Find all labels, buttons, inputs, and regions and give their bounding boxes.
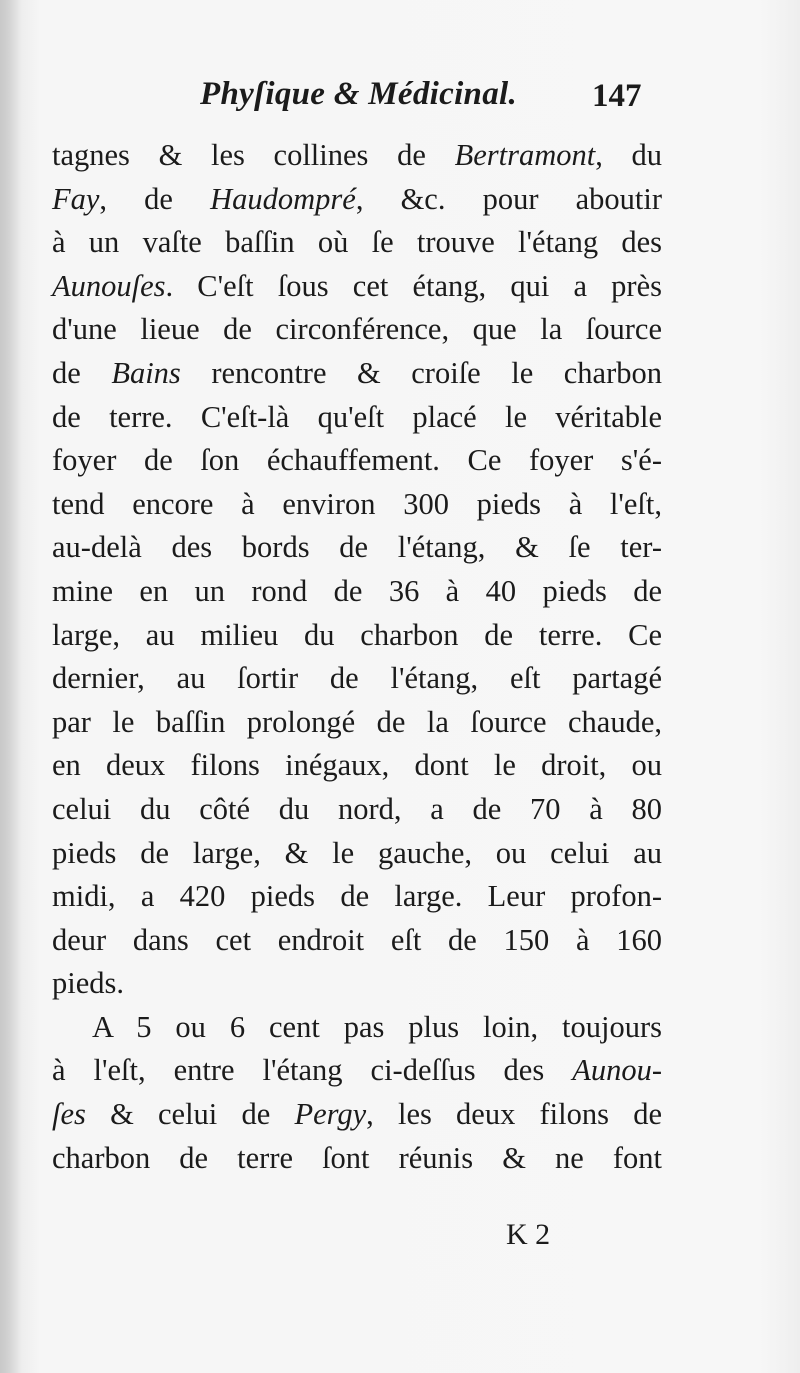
text-run: & celui de bbox=[85, 1097, 295, 1132]
text-run: A 5 ou 6 cent pas plus loin, toujours bbox=[92, 1009, 662, 1044]
italic-run: Bertramont bbox=[454, 138, 596, 172]
text-run: , de bbox=[99, 181, 211, 216]
text-line bbox=[52, 1093, 662, 1137]
italic-run: Pergy bbox=[294, 1097, 367, 1132]
page-header bbox=[0, 76, 800, 126]
text-line bbox=[52, 875, 662, 919]
italic-run: Bains bbox=[111, 355, 181, 390]
text-run: , les deux filons de bbox=[366, 1097, 662, 1132]
text-run: tagnes & les collines de bbox=[52, 138, 455, 172]
text-run: rencontre & croiſe le charbon bbox=[180, 355, 663, 390]
text-line bbox=[52, 483, 662, 527]
text-line bbox=[52, 788, 662, 832]
body-text bbox=[52, 134, 662, 1180]
italic-run: Aunou- bbox=[572, 1053, 662, 1088]
text-run: tend encore à environ 300 pieds à l'eſt, bbox=[52, 486, 662, 521]
text-line bbox=[52, 1049, 662, 1093]
text-line bbox=[52, 134, 662, 178]
text-run: , &c. pour aboutir bbox=[355, 181, 662, 216]
text-line bbox=[52, 308, 662, 352]
text-run: charbon de terre ſont réunis & ne font bbox=[52, 1140, 662, 1175]
text-line bbox=[52, 962, 662, 1006]
text-run: de terre. C'eſt-là qu'eſt placé le véritable bbox=[52, 399, 662, 434]
text-line bbox=[52, 1006, 662, 1050]
running-title: Phyſique & Médicinal. bbox=[200, 76, 518, 112]
text-line bbox=[52, 744, 662, 788]
text-run: foyer de ſon échauffement. Ce foyer s'é- bbox=[52, 443, 662, 478]
text-run: à un vaſte baſſin où ſe trouve l'étang des bbox=[52, 225, 662, 260]
text-line bbox=[52, 570, 662, 614]
text-run: pieds de large, & le gauche, ou celui au bbox=[52, 835, 662, 870]
italic-run: Aunouſes bbox=[52, 268, 166, 303]
text-line bbox=[52, 919, 662, 963]
text-line bbox=[52, 832, 662, 876]
text-line bbox=[52, 265, 662, 309]
text-line bbox=[52, 439, 662, 483]
italic-run: Haudompré bbox=[210, 181, 356, 216]
text-run: , du bbox=[595, 138, 663, 172]
text-line bbox=[52, 1137, 662, 1181]
italic-run: ſes bbox=[52, 1097, 86, 1132]
text-line bbox=[52, 396, 662, 440]
italic-run: Fay bbox=[52, 181, 100, 216]
text-run: au-delà des bords de l'étang, & ſe ter- bbox=[52, 530, 662, 565]
text-run: d'une lieue de circonférence, que la ſource bbox=[52, 312, 662, 347]
text-run: en deux filons inégaux, dont le droit, ou bbox=[52, 748, 662, 783]
text-run: à l'eſt, entre l'étang ci-deſſus des bbox=[52, 1053, 573, 1088]
text-line bbox=[52, 657, 662, 701]
text-run: pieds. bbox=[52, 966, 125, 1001]
text-line bbox=[52, 701, 662, 745]
text-run: . C'eſt ſous cet étang, qui a près bbox=[165, 268, 662, 303]
text-line bbox=[52, 352, 662, 396]
text-run: par le baſſin prolongé de la ſource chaude, bbox=[52, 704, 662, 739]
signature-mark: K 2 bbox=[506, 1218, 551, 1251]
text-run: de bbox=[52, 355, 112, 390]
text-run: deur dans cet endroit eſt de 150 à 160 bbox=[52, 922, 662, 957]
text-line bbox=[52, 221, 662, 265]
text-line bbox=[52, 178, 662, 222]
text-line bbox=[52, 614, 662, 658]
page-number: 147 bbox=[592, 78, 642, 114]
text-run: mine en un rond de 36 à 40 pieds de bbox=[52, 573, 662, 608]
text-line bbox=[52, 526, 662, 570]
text-run: large, au milieu du charbon de terre. Ce bbox=[52, 617, 662, 652]
text-run: celui du côté du nord, a de 70 à 80 bbox=[52, 791, 662, 826]
text-run: midi, a 420 pieds de large. Leur profon- bbox=[52, 879, 662, 914]
text-run: dernier, au ſortir de l'étang, eſt partagé bbox=[52, 661, 662, 696]
gutter-shadow bbox=[0, 0, 22, 1373]
